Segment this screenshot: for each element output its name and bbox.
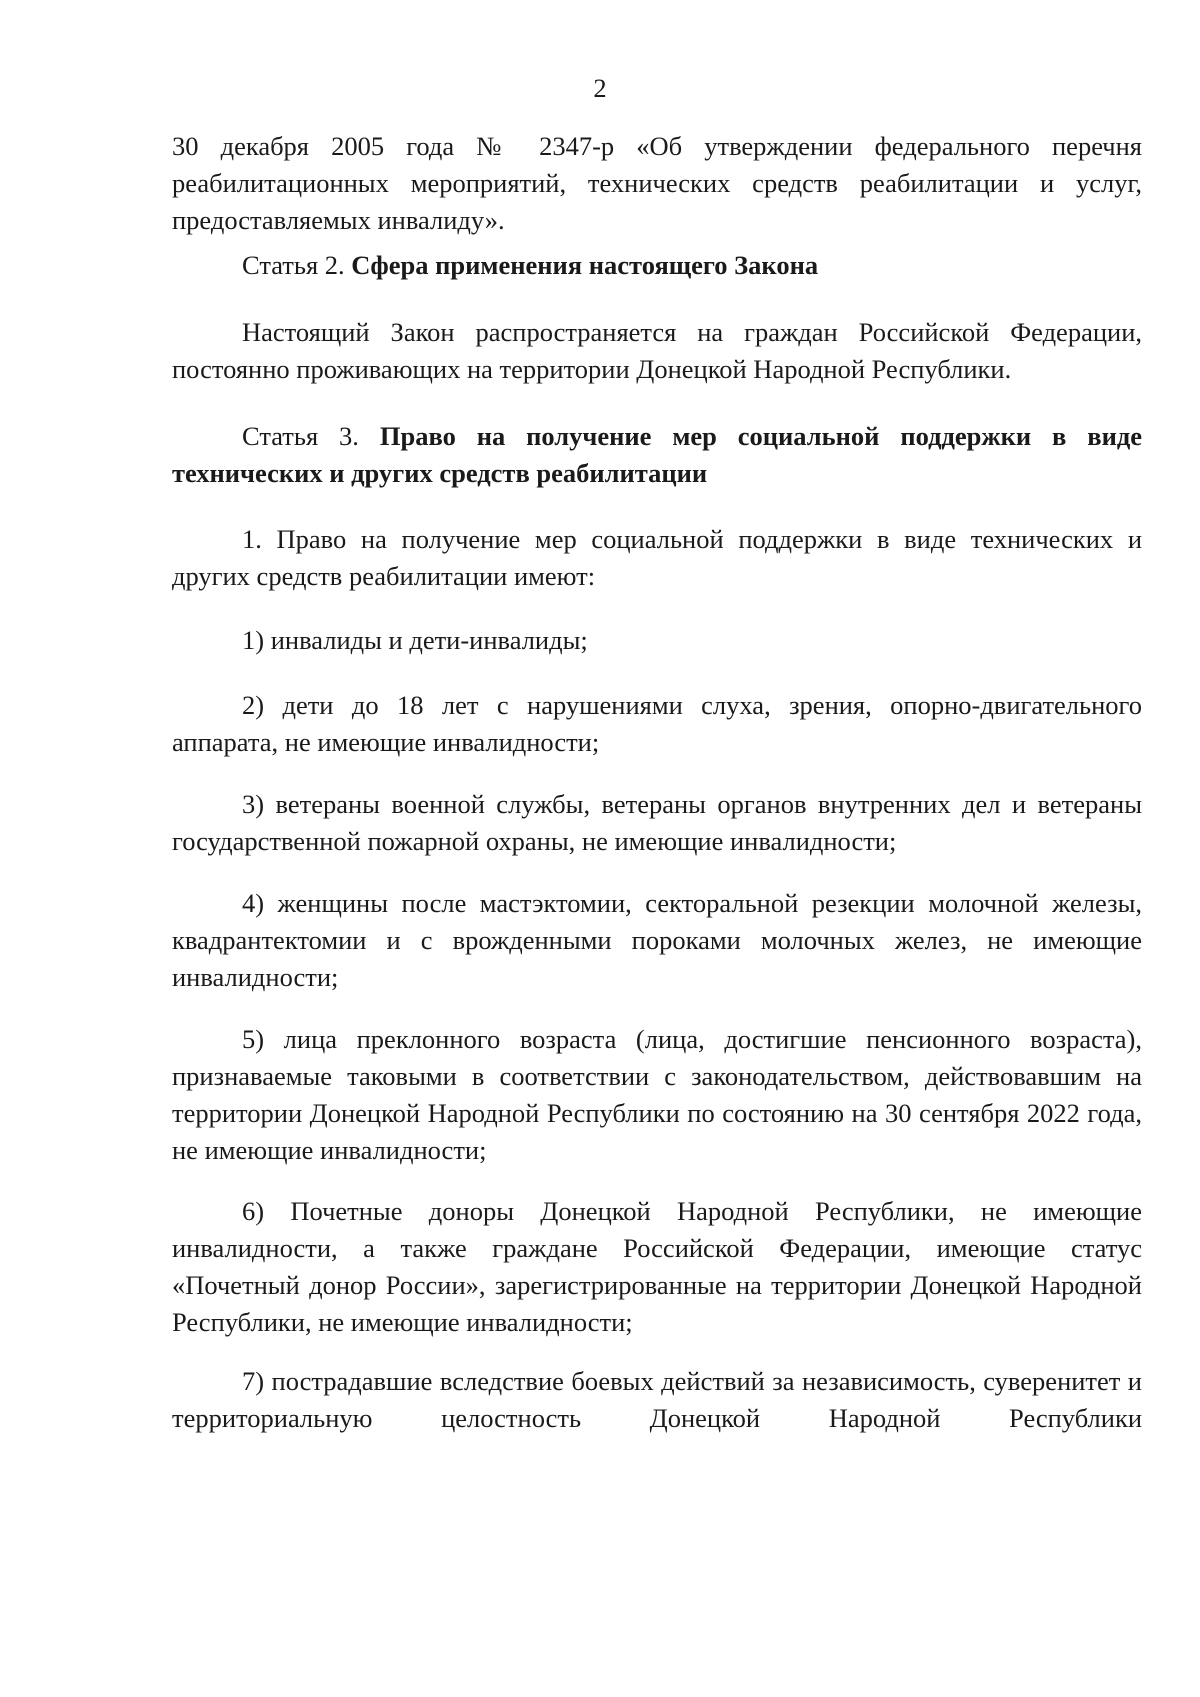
article-3-label: Статья 3. — [242, 421, 359, 451]
article-2-text: Настоящий Закон распространяется на граждан Российской Федерации, постоянно проживающих на территории Донецкой Народной Республики. — [172, 317, 1142, 384]
list-item: 2) дети до 18 лет с нарушениями слуха, зрения, опорно-двигательного аппарата, не имеющие инвалидности; — [172, 690, 1142, 757]
article-3-title: Право на получение мер социальной поддержки в виде технических и других средств реабилитации — [172, 421, 1143, 488]
list-item: 5) лица преклонного возраста (лица, достигшие пенсионного возраста), признаваемые таковыми в соответствии с законодательством, действовавшим на территории Донецкой Народной Республики по состоянию на 30 сентября 2022 года, не имеющие инвалидности; — [172, 1024, 1142, 1165]
article-3-paragraph-1: 1. Право на получение мер социальной поддержки в виде технических и других средств реабилитации имеют: — [172, 524, 1142, 591]
intro-continuation: 30 декабря 2005 года № 2347-р «Об утверждении федерального перечня реабилитационных мероприятий, технических средств реабилитации и услуг, предоставляемых инвалиду». — [172, 131, 1142, 235]
article-2-title: Сфера применения настоящего Закона — [351, 250, 819, 280]
article-2-heading — [172, 247, 1142, 284]
list-item: 1) инвалиды и дети-инвалиды; — [242, 625, 588, 655]
list-item: 3) ветераны военной службы, ветераны органов внутренних дел и ветераны государственной пожарной охраны, не имеющие инвалидности; — [172, 789, 1142, 856]
page-number: 2 — [593, 73, 607, 103]
article-2-label: Статья 2. — [242, 250, 345, 280]
list-item: 6) Почетные доноры Донецкой Народной Республики, не имеющие инвалидности, а также граждане Российской Федерации, имеющие статус «Почетный донор России», зарегистрированные на территории Донецкой Народной Республики, не имеющие инвалидности; — [172, 1196, 1142, 1337]
list-item: 7) пострадавшие вследствие боевых действий за независимость, суверенитет и территориальную целостность Донецкой Народной Республики — [172, 1366, 1142, 1433]
list-item: 4) женщины после мастэктомии, секторальной резекции молочной железы, квадрантектомии и с врожденными пороками молочных желез, не имеющие инвалидности; — [172, 888, 1142, 992]
article-3-heading — [172, 418, 1142, 492]
